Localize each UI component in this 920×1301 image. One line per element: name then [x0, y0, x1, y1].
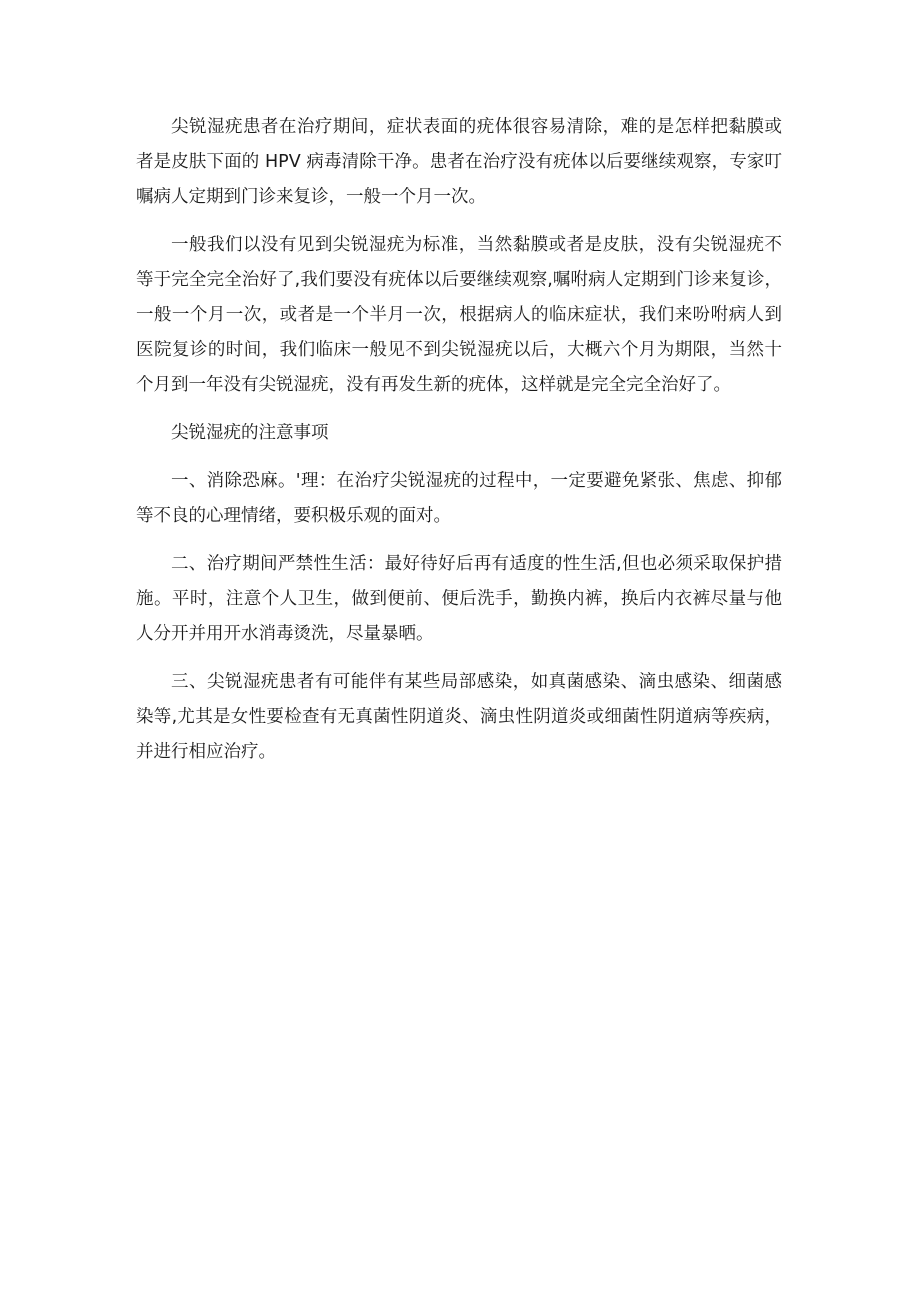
paragraph-treatment-intro: 尖锐湿疣患者在治疗期间，症状表面的疣体很容易清除，难的是怎样把黏膜或者是皮肤下面的 HPV 病毒清除干净。患者在治疗没有疣体以后要继续观察，专家叮嘱病人定期到门诊来复诊，一般一个月一次。 [136, 117, 782, 207]
section-heading: 尖锐湿疣的注意事项 [171, 423, 329, 443]
item-local-infections: 三、尖锐湿疣患者有可能伴有某些局部感染，如真菌感染、滴虫感染、细菌感染等,尤其是女性要检查有无真菌性阴道炎、滴虫性阴道炎或细菌性阴道病等疾病，并进行相应治疗。 [136, 672, 782, 762]
document-page [136, 110, 782, 783]
item-eliminate-fear: 一、消除恐麻。'理：在治疗尖锐湿疣的过程中，一定要避免紧张、焦虑、抑郁等不良的心理情绪，要积极乐观的面对。 [136, 471, 782, 526]
paragraph-cure-standard: 一般我们以没有见到尖锐湿疣为标准，当然黏膜或者是皮肤，没有尖锐湿疣不等于完全完全治好了,我们要没有疣体以后要继续观察,嘱咐病人定期到门诊来复诊，一般一个月一次，或者是一个半月一次，根据病人的临床症状，我们来吩咐病人到医院复诊的时间，我们临床一般见不到尖锐湿疣以后，大概六个月为期限，当然十个月到一年没有尖锐湿疣，没有再发生新的疣体，这样就是完全完全治好了。 [136, 235, 782, 395]
item-no-sex-during-treatment: 二、治疗期间严禁性生活：最好待好后再有适度的性生活,但也必须采取保护措施。平时，注意个人卫生，做到便前、便后洗手，勤换内裤，换后内衣裤尽量与他人分开并用开水消毒烫洗，尽量暴晒。 [136, 554, 782, 644]
